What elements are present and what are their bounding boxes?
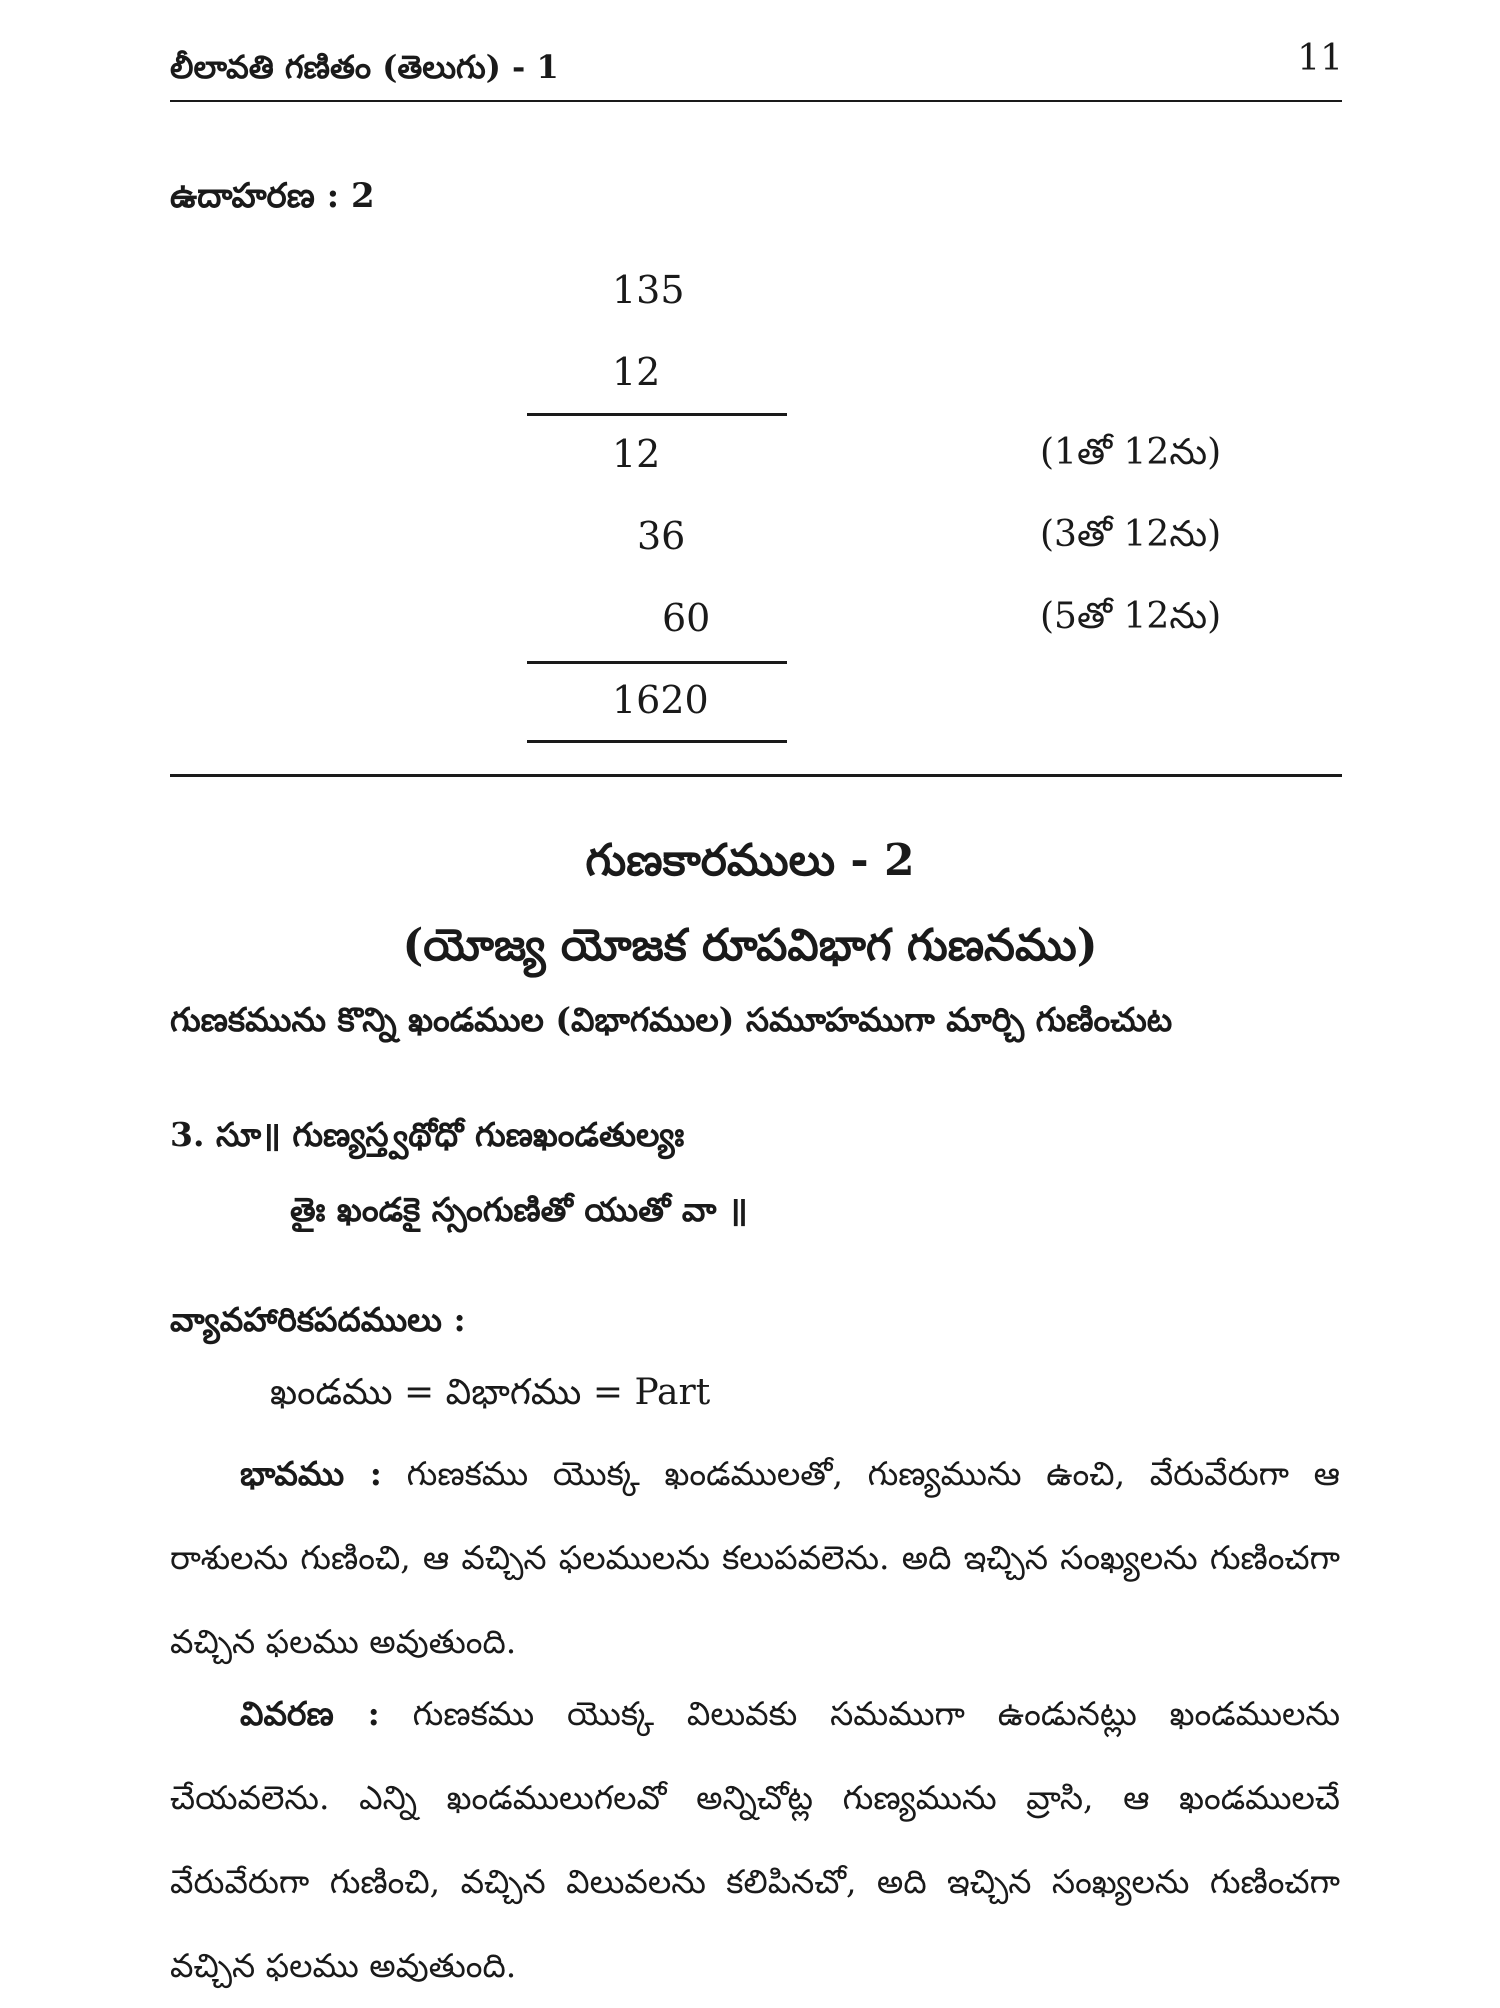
vivarana-text: గుణకము యొక్క విలువకు సమముగా ఉండునట్లు ఖండములను చేయవలెను. ఎన్ని ఖండములుగలవో అన్నిచోట్ల గుణ్యమును వ్రాసి, ఆ ఖండములచే వేరువేరుగా గుణించి, వచ్చిన విలువలను కలిపినచో, అది ఇచ్చిన సంఖ్యలను గుణించగా వచ్చిన ఫలము అవుతుంది. bbox=[170, 1694, 1340, 1985]
sutra-line-2: తైః ఖండకై స్సంగుణితో యుతో వా ॥ bbox=[290, 1190, 748, 1229]
page-number: 11 bbox=[1297, 38, 1343, 79]
result-underline bbox=[527, 740, 787, 743]
multiplication-rule bbox=[527, 413, 787, 416]
multiplicand: 135 bbox=[612, 268, 685, 312]
partial-note-1: (1తో 12ను) bbox=[1040, 432, 1222, 473]
sutra-line-1: 3. సూ॥ గుణ్యస్త్వథోధో గుణఖండతుల్యః bbox=[170, 1115, 685, 1154]
partial-product-2: 36 bbox=[637, 514, 686, 558]
section-subtitle: (యోజ్య యోజక రూపవిభాగ గుణనము) bbox=[402, 920, 1098, 971]
example-label: ఉదాహరణ : 2 bbox=[170, 176, 375, 216]
terms-label: వ్యావహారికపదములు : bbox=[170, 1300, 466, 1339]
section-title: గుణకారములు - 2 bbox=[585, 835, 915, 886]
partial-product-3: 60 bbox=[662, 596, 711, 640]
final-product: 1620 bbox=[612, 678, 709, 722]
bhavamu-lead: భావము : bbox=[240, 1454, 382, 1493]
vivarana-paragraph bbox=[170, 1672, 1340, 2008]
terms-equation: ఖండము = విభాగము = Part bbox=[270, 1372, 711, 1413]
multiplier: 12 bbox=[612, 350, 661, 394]
partial-product-1: 12 bbox=[612, 432, 661, 476]
section-divider bbox=[170, 774, 1342, 777]
vivarana-lead: వివరణ : bbox=[240, 1694, 380, 1733]
bhavamu-text: గుణకము యొక్క ఖండములతో, గుణ్యమును ఉంచి, వేరువేరుగా ఆ రాశులను గుణించి, ఆ వచ్చిన ఫలములను కలుపవలెను. అది ఇచ్చిన సంఖ్యలను గుణించగా వచ్చిన ఫలము అవుతుంది. bbox=[170, 1454, 1340, 1661]
partial-note-2: (3తో 12ను) bbox=[1040, 514, 1222, 555]
running-header-title: లీలావతి గణితం (తెలుగు) - 1 bbox=[170, 48, 559, 86]
partial-note-3: (5తో 12ను) bbox=[1040, 596, 1222, 637]
sum-rule bbox=[527, 661, 787, 664]
header-rule bbox=[170, 100, 1342, 102]
bhavamu-paragraph bbox=[170, 1432, 1340, 1684]
section-description: గుణకమును కొన్ని ఖండముల (విభాగముల) సమూహముగా మార్చి గుణించుట bbox=[170, 1000, 1173, 1039]
